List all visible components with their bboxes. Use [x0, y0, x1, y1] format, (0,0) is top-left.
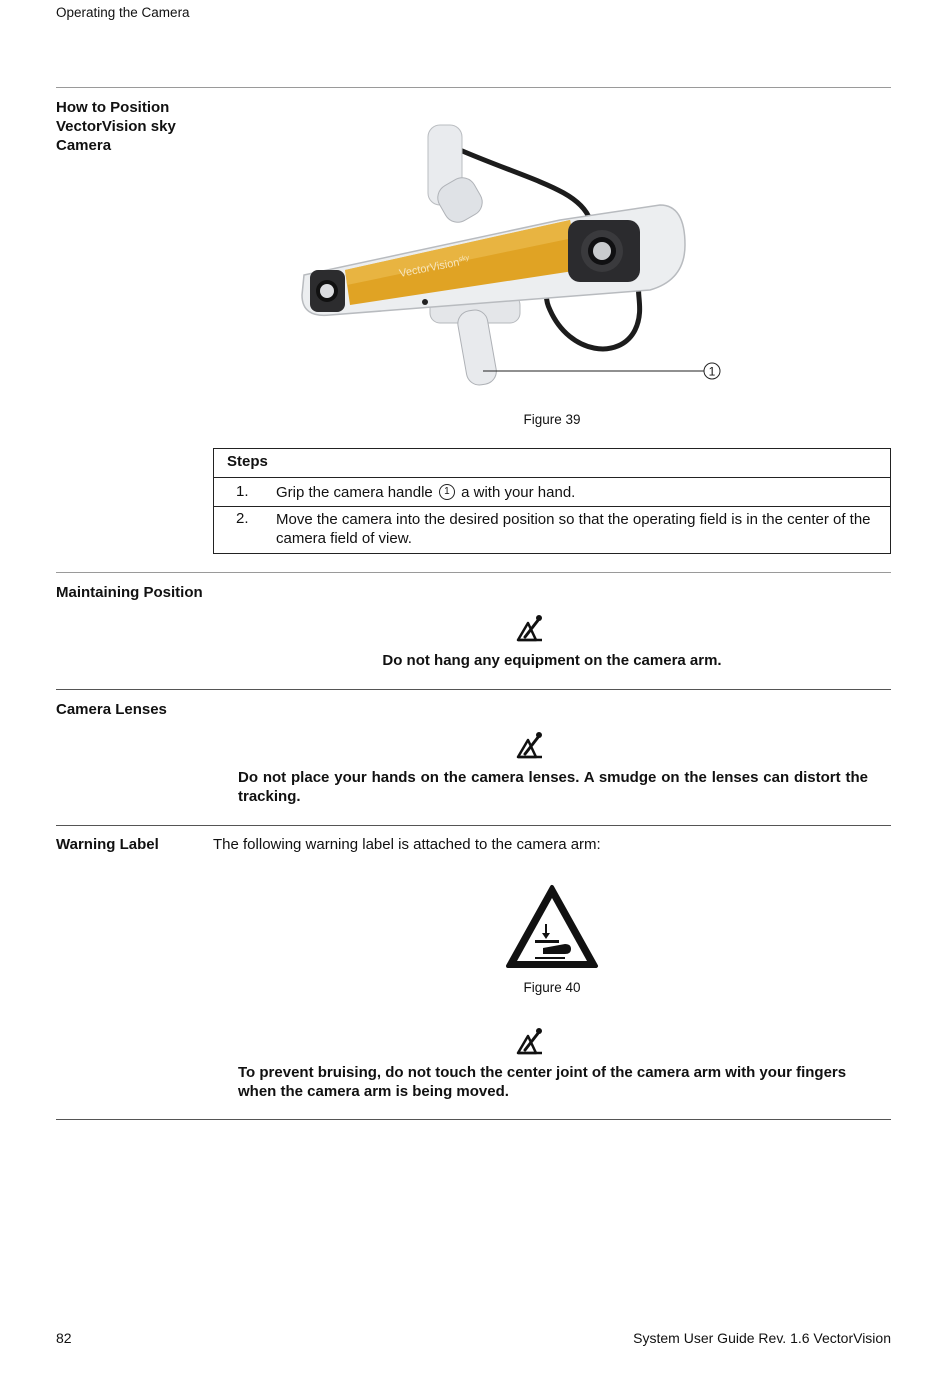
- section-divider: [56, 1119, 891, 1120]
- step-row: 1. Grip the camera handle 1 a with your hand.: [214, 481, 890, 507]
- note-text: Do not place your hands on the camera lenses. A smudge on the lenses can distort the tracking.: [238, 769, 868, 805]
- steps-table: Steps 1. Grip the camera handle 1 a with your hand. 2. Move the camera into the desired position so that the operating field is in the center of the camera field of view.: [213, 448, 891, 554]
- crush-hazard-warning-icon: [505, 884, 599, 970]
- steps-header: Steps: [214, 449, 890, 478]
- note-text: To prevent bruising, do not touch the center joint of the camera arm with your fingers when the camera arm is being moved.: [238, 1064, 847, 1100]
- figure-callout-1: 1: [708, 364, 716, 379]
- footer-doc-title: System User Guide Rev. 1.6 VectorVision: [633, 1330, 891, 1346]
- section-heading-maintaining: Maintaining Position: [56, 584, 203, 601]
- note-hand-icon: [515, 730, 545, 760]
- section-divider: [56, 572, 891, 573]
- note-hand-icon: [515, 1026, 545, 1056]
- note-text: Do not hang any equipment on the camera arm.: [382, 652, 722, 669]
- running-header: Operating the Camera: [56, 5, 190, 20]
- callout-1-icon: 1: [439, 484, 455, 500]
- figure-caption-39: Figure 39: [523, 412, 581, 427]
- camera-photo: [290, 120, 730, 395]
- section-heading-lenses: Camera Lenses: [56, 701, 167, 718]
- section-divider: [56, 689, 891, 690]
- page-number: 82: [56, 1330, 72, 1346]
- section-heading-position: How to Position VectorVision sky Camera: [56, 99, 176, 154]
- section-heading-warning-label: Warning Label: [56, 836, 159, 853]
- figure-caption-40: Figure 40: [523, 980, 581, 995]
- section-divider: [56, 825, 891, 826]
- section-divider: [56, 87, 891, 88]
- note-hand-icon: [515, 613, 545, 643]
- svg-text:VectorVisionsky: VectorVision$^{sky}$: [398, 254, 470, 280]
- warning-label-intro: The following warning label is attached to the camera arm:: [213, 836, 601, 853]
